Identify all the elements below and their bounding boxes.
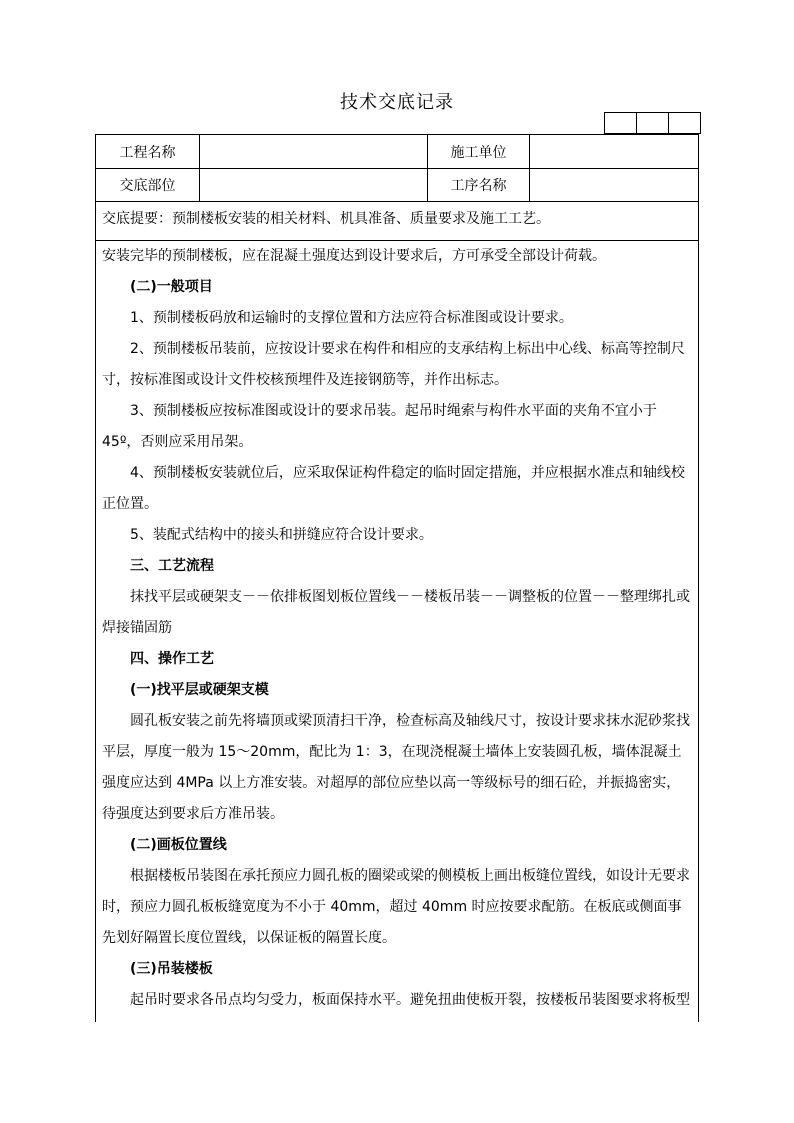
header-row-1 (96, 135, 698, 169)
project-name-field[interactable] (200, 135, 428, 168)
section-heading: (一)找平层或硬架支模 (130, 682, 269, 698)
content-body (96, 241, 698, 1016)
corner-box (669, 113, 701, 134)
content-paragraph: 圆孔板安装之前先将墙顶或梁顶清扫干净，检查标高及轴线尺寸，按设计要求抹水泥砂浆找平层，厚度一般为 15～20mm，配比为 1：3，在现浇棍凝土墙体上安装圆孔板，墙体混凝土强度应达到 4MPa 以上方准安装。对超厚的部位应垫以高一等级标号的细石砼，并振捣密实，待强度达到要求后方准吊装。 (102, 713, 690, 822)
content-paragraph: 2、预制楼板吊装前，应按设计要求在构件和相应的支承结构上标出中心线、标高等控制尺寸，按标准图或设计文件校核预埋件及连接钢筋等，并作出标志。 (102, 341, 685, 388)
process-name-field[interactable] (530, 169, 698, 201)
section-heading: 三、工艺流程 (130, 558, 214, 574)
section-heading: 四、操作工艺 (130, 651, 214, 667)
project-name-label: 工程名称 (96, 135, 200, 168)
corner-box (605, 113, 637, 134)
construction-unit-label: 施工单位 (428, 135, 530, 168)
section-heading: (三)吊装楼板 (130, 961, 213, 977)
content-paragraph: 安装完毕的预制楼板，应在混凝土强度达到设计要求后，方可承受全部设计荷载。 (102, 248, 606, 264)
header-row-2 (96, 169, 698, 202)
corner-box (637, 113, 669, 134)
summary-row: 交底提要：预制楼板安装的相关材料、机具准备、质量要求及施工工艺。 (96, 202, 698, 241)
document-title: 技术交底记录 (340, 92, 454, 113)
content-paragraph: 1、预制楼板码放和运输时的支撑位置和方法应符合标准图或设计要求。 (130, 310, 573, 326)
corner-boxes (604, 112, 701, 134)
handover-part-field[interactable] (200, 169, 428, 201)
content-paragraph: 根据楼板吊装图在承托预应力圆孔板的圈梁或梁的侧模板上画出板缝位置线，如设计无要求时，预应力圆孔板板缝宽度为不小于 40mm，超过 40mm 时应按要求配筋。在板底或侧面事先划好隔置长度位置线，以保证板的隔置长度。 (102, 868, 690, 946)
content-paragraph: 抹找平层或硬架支－－依排板图划板位置线－－楼板吊装－－调整板的位置－－整理绑扎或焊接锚固筋 (102, 589, 690, 636)
process-name-label: 工序名称 (428, 169, 530, 201)
handover-part-label: 交底部位 (96, 169, 200, 201)
construction-unit-field[interactable] (530, 135, 698, 168)
content-paragraph: 4、预制楼板安装就位后，应采取保证构件稳定的临时固定措施，并应根据水准点和轴线校正位置。 (102, 465, 685, 512)
record-table (95, 134, 699, 1022)
content-paragraph: 3、预制楼板应按标准图或设计的要求吊装。起吊时绳索与构件水平面的夹角不宜小于45º，否则应采用吊架。 (102, 403, 657, 450)
section-heading: (二)一般项目 (130, 279, 213, 295)
content-paragraph: 5、装配式结构中的接头和拼缝应符合设计要求。 (130, 527, 433, 543)
section-heading: (二)画板位置线 (130, 837, 227, 853)
content-paragraph: 起吊时要求各吊点均匀受力，板面保持水平。避免扭曲使板开裂，按楼板吊装图要求将板型 (130, 992, 690, 1008)
